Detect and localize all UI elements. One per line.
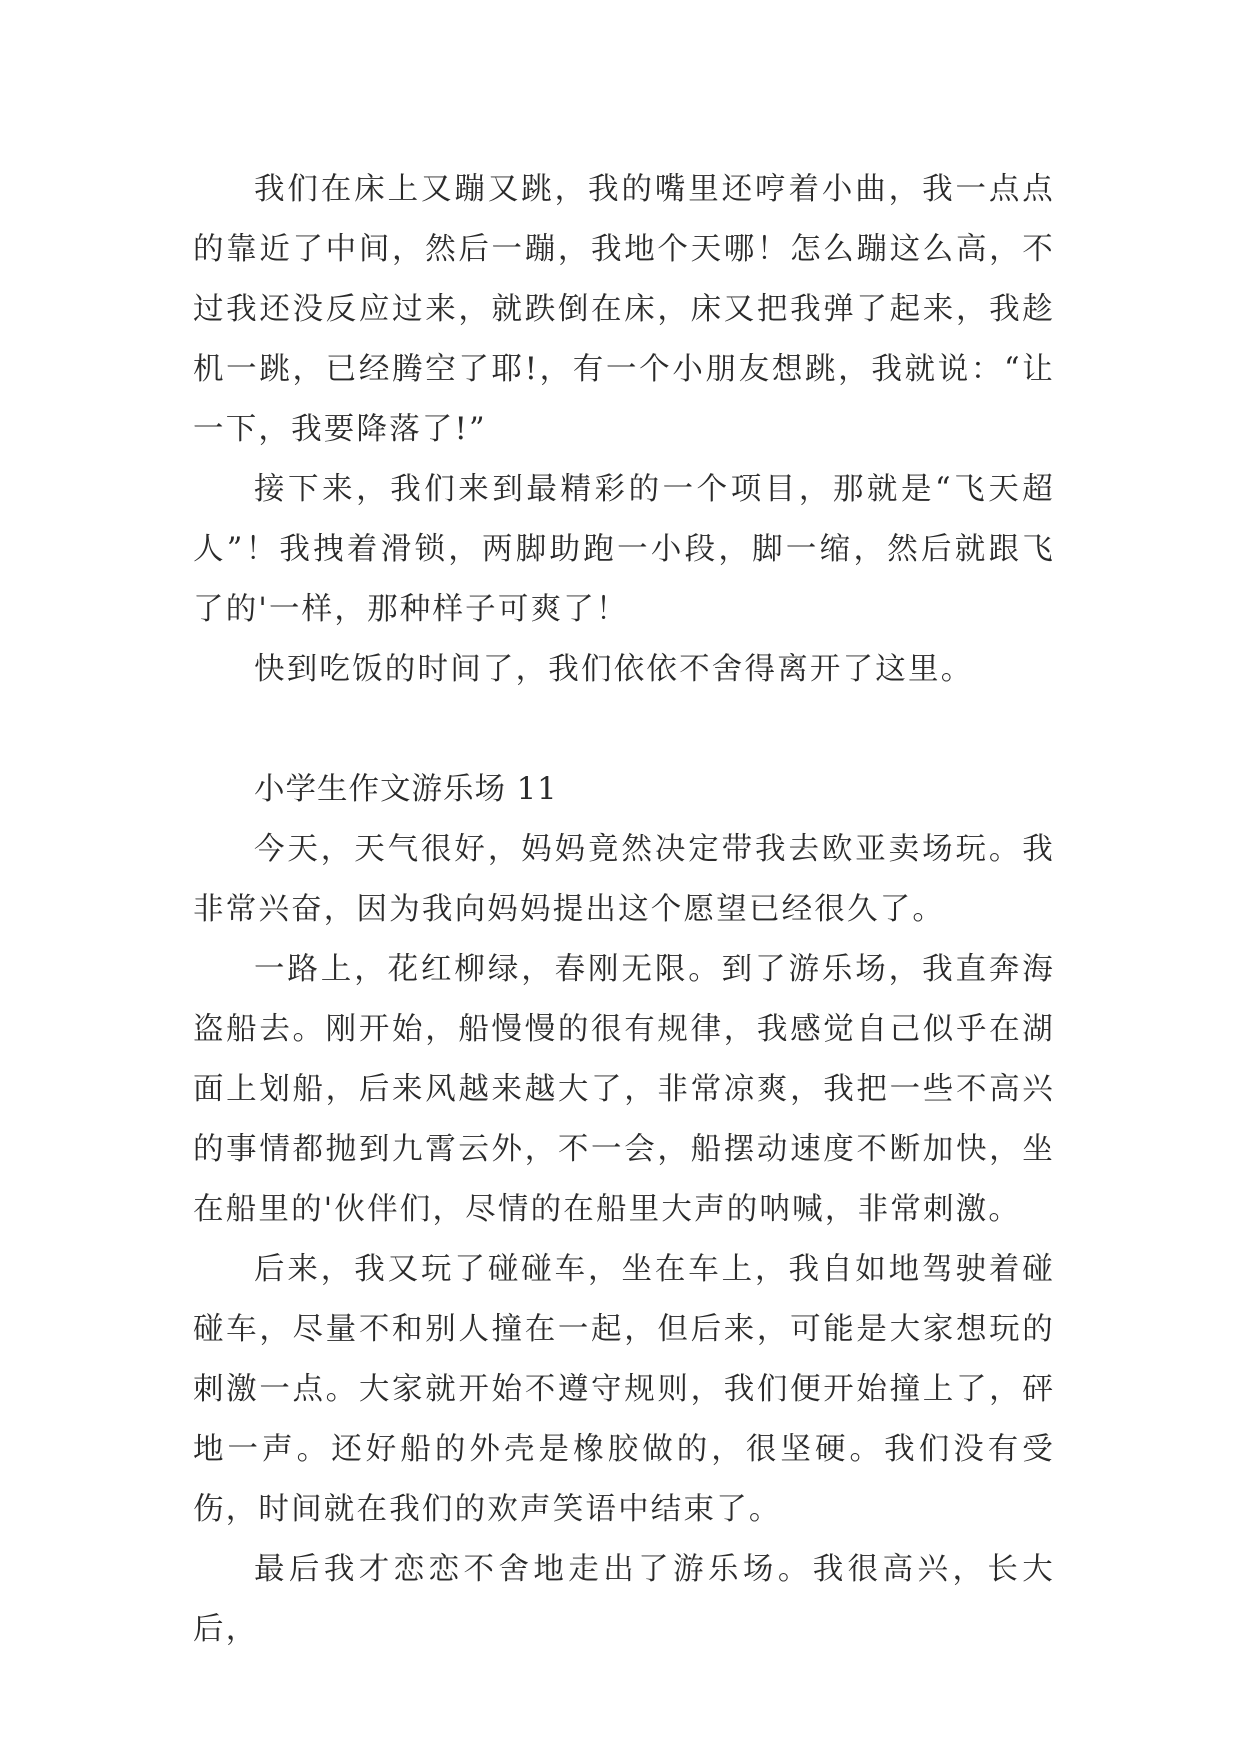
paragraph: 今天，天气很好，妈妈竟然决定带我去欧亚卖场玩。我非常兴奋，因为我向妈妈提出这个愿望已经很久了。 <box>193 832 1055 927</box>
paragraph: 我们在床上又蹦又跳，我的嘴里还哼着小曲，我一点点的靠近了中间，然后一蹦，我地个天哪！怎么蹦这么高，不过我还没反应过来，就跌倒在床，床又把我弹了起来，我趁机一跳，已经腾空了耶!，有一个小朋友想跳，我就说：“让一下，我要降落了!” <box>193 172 1055 447</box>
essay-title: 小学生作文游乐场 11 <box>254 772 558 807</box>
document-body <box>193 160 1055 1660</box>
section-gap <box>193 700 1055 760</box>
paragraph: 快到吃饭的时间了，我们依依不舍得离开了这里。 <box>254 652 974 687</box>
paragraph: 最后我才恋恋不舍地走出了游乐场。我很高兴，长大后， <box>193 1552 1055 1647</box>
paragraph: 后来，我又玩了碰碰车，坐在车上，我自如地驾驶着碰碰车，尽量不和别人撞在一起，但后来，可能是大家想玩的刺激一点。大家就开始不遵守规则，我们便开始撞上了，砰地一声。还好船的外壳是橡胶做的，很坚硬。我们没有受伤，时间就在我们的欢声笑语中结束了。 <box>193 1252 1055 1527</box>
paragraph: 一路上，花红柳绿，春刚无限。到了游乐场，我直奔海盗船去。刚开始，船慢慢的很有规律，我感觉自己似乎在湖面上划船，后来风越来越大了，非常凉爽，我把一些不高兴的事情都抛到九霄云外，不一会，船摆动速度不断加快，坐在船里的'伙伴们，尽情的在船里大声的呐喊，非常刺激。 <box>193 952 1055 1227</box>
paragraph: 接下来，我们来到最精彩的一个项目，那就是“飞天超人”！我拽着滑锁，两脚助跑一小段，脚一缩，然后就跟飞了的'一样，那种样子可爽了！ <box>193 472 1055 627</box>
